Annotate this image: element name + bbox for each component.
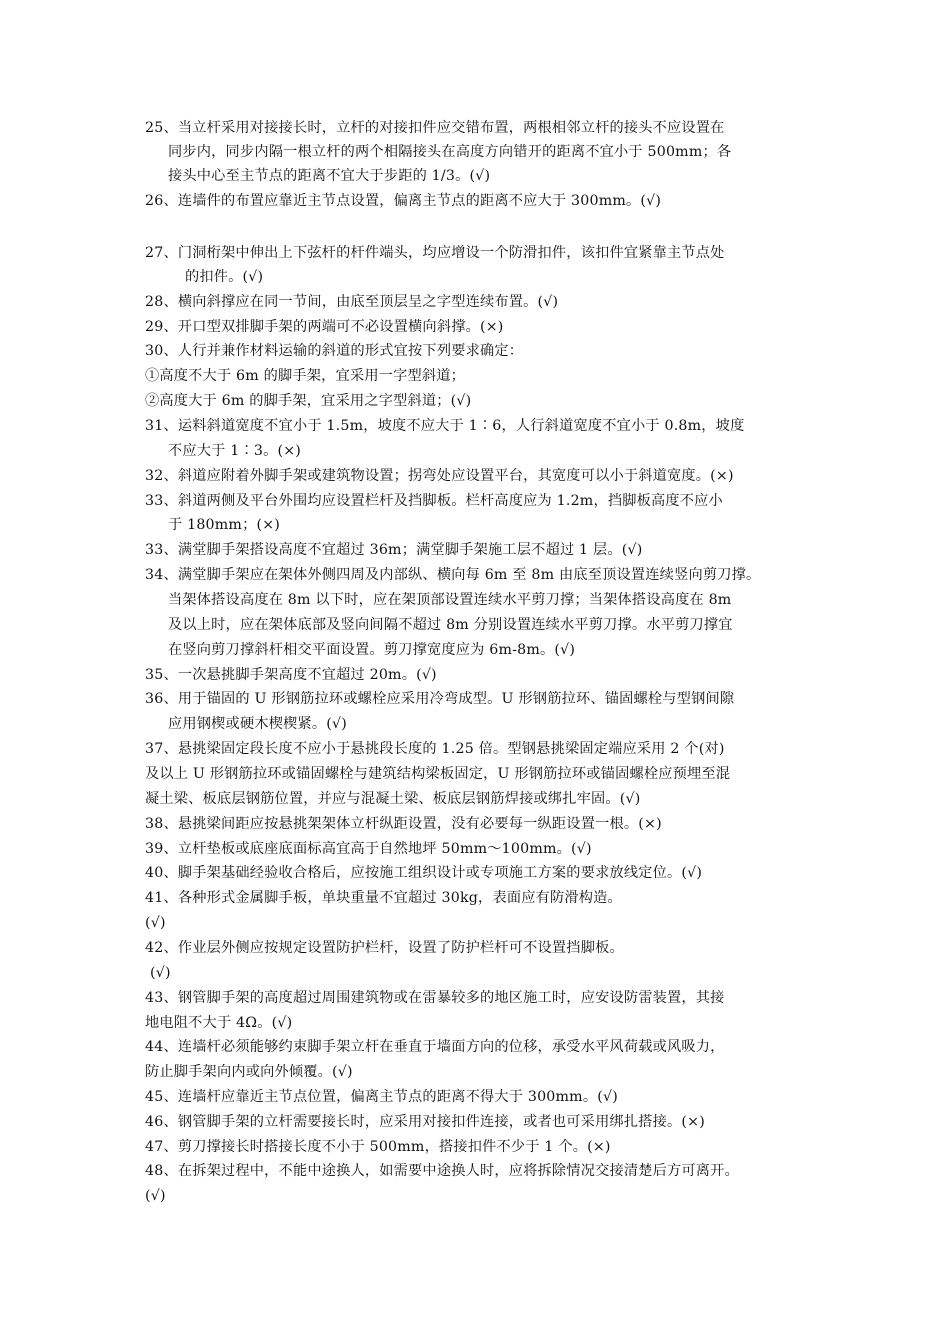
text-line: 25、当立杆采用对接接长时，立杆的对接扣件应交错布置，两根相邻立杆的接头不应设置在 [145,120,725,136]
text-line: 35、一次悬挑脚手架高度不宜超过 20m。(√) [145,667,437,683]
text-line: 凝土梁、板底层钢筋位置，并应与混凝土梁、板底层钢筋焊接或绑扎牢固。(√) [145,791,641,807]
text-line: 防止脚手架向内或向外倾覆。(√) [145,1064,353,1080]
text-line: 39、立杆垫板或底座底面标高宜高于自然地坪 50mm～100mm。(√) [145,841,592,857]
text-line: 地电阻不大于 4Ω。(√) [145,1015,293,1031]
text-line: 44、连墙杆必须能够约束脚手架立杆在垂直于墙面方向的位移，承受水平风荷载或风吸力， [145,1039,725,1055]
text-line: 45、连墙杆应靠近主节点位置，偏离主节点的距离不得大于 300mm。(√) [145,1089,618,1105]
text-line: 31、运料斜道宽度不宜小于 1.5m，坡度不应大于 1∶6，人行斜道宽度不宜小于 0.8m，坡度 [145,418,745,434]
text-line: 48、在拆架过程中，不能中途换人，如需要中途换人时，应将拆除情况交接清楚后方可离开。 [145,1163,739,1179]
text-line: 同步内，同步内隔一根立杆的两个相隔接头在高度方向错开的距离不宜小于 500mm；各 [168,144,732,160]
text-line: 41、各种形式金属脚手板，单块重量不宜超过 30kg，表面应有防滑构造。 [145,890,622,906]
text-line: 47、剪刀撑接长时搭接长度不小于 500mm，搭接扣件不少于 1 个。(×) [145,1139,611,1155]
text-line: 及以上时，应在架体底部及竖向间隔不超过 8m 分别设置连续水平剪刀撑。水平剪刀撑宜 [168,617,733,633]
text-line: 38、悬挑梁间距应按悬挑架架体立杆纵距设置，没有必要每一纵距设置一根。(×) [145,816,662,832]
text-line: 28、横向斜撑应在同一节间，由底至顶层呈之字型连续布置。(√) [145,294,559,310]
text-line: 32、斜道应附着外脚手架或建筑物设置；拐弯处应设置平台，其宽度可以小于斜道宽度。(×) [145,468,734,484]
text-line: 40、脚手架基础经验收合格后，应按施工组织设计或专项施工方案的要求放线定位。(√) [145,865,703,881]
text-line: 26、连墙件的布置应靠近主节点设置，偏离主节点的距离不应大于 300mm。(√) [145,193,662,209]
text-line: ②高度大于 6m 的脚手架，宜采用之字型斜道；(√) [145,393,472,409]
text-line: 42、作业层外侧应按规定设置防护栏杆，设置了防护栏杆可不设置挡脚板。 [145,940,624,956]
text-line: 29、开口型双排脚手架的两端可不必设置横向斜撑。(×) [145,319,504,335]
text-line: 36、用于锚固的 U 形钢筋拉环或螺栓应采用冷弯成型。U 形钢筋拉环、锚固螺栓与型钢间隙 [145,691,735,707]
text-line: (√) [145,915,166,931]
text-line: 30、人行并兼作材料运输的斜道的形式宜按下列要求确定： [145,343,524,359]
text-line: 接头中心至主节点的距离不宜大于步距的 1/3。(√) [168,168,491,184]
text-line: 的扣件。(√) [185,269,264,285]
text-line: 及以上 U 形钢筋拉环或锚固螺栓与建筑结构梁板固定，U 形钢筋拉环或锚固螺栓应预埋至混 [145,766,731,782]
text-line: (√) [150,965,171,981]
text-line: 当架体搭设高度在 8m 以下时，应在架顶部设置连续水平剪刀撑；当架体搭设高度在 8m [168,592,732,608]
text-line: 34、满堂脚手架应在架体外侧四周及内部纵、横向每 6m 至 8m 由底至顶设置连续竖向剪刀撑。 [145,567,761,583]
text-line: ①高度不大于 6m 的脚手架，宜采用一字型斜道； [145,368,466,384]
text-line: 27、门洞桁架中伸出上下弦杆的杆件端头，均应增设一个防滑扣件，该扣件宜紧靠主节点处 [145,245,725,261]
text-line: 33、斜道两侧及平台外围均应设置栏杆及挡脚板。栏杆高度应为 1.2m，挡脚板高度不应小 [145,493,723,509]
text-line: 37、悬挑梁固定段长度不应小于悬挑段长度的 1.25 倍。型钢悬挑梁固定端应采用 2 个(对) [145,741,725,757]
text-line: (√) [145,1188,166,1204]
text-line: 不应大于 1∶3。(×) [168,443,302,459]
text-line: 于 180mm；(×) [168,517,281,533]
text-line: 在竖向剪刀撑斜杆相交平面设置。剪刀撑宽度应为 6m-8m。(√) [168,642,576,658]
text-line: 46、钢管脚手架的立杆需要接长时，应采用对接扣件连接，或者也可采用绑扎搭接。(×) [145,1114,705,1130]
text-line: 应用钢楔或硬木楔楔紧。(√) [168,716,347,732]
text-line: 33、满堂脚手架搭设高度不宜超过 36m；满堂脚手架施工层不超过 1 层。(√) [145,542,643,558]
text-line: 43、钢管脚手架的高度超过周围建筑物或在雷暴较多的地区施工时，应安设防雷装置，其接 [145,990,725,1006]
